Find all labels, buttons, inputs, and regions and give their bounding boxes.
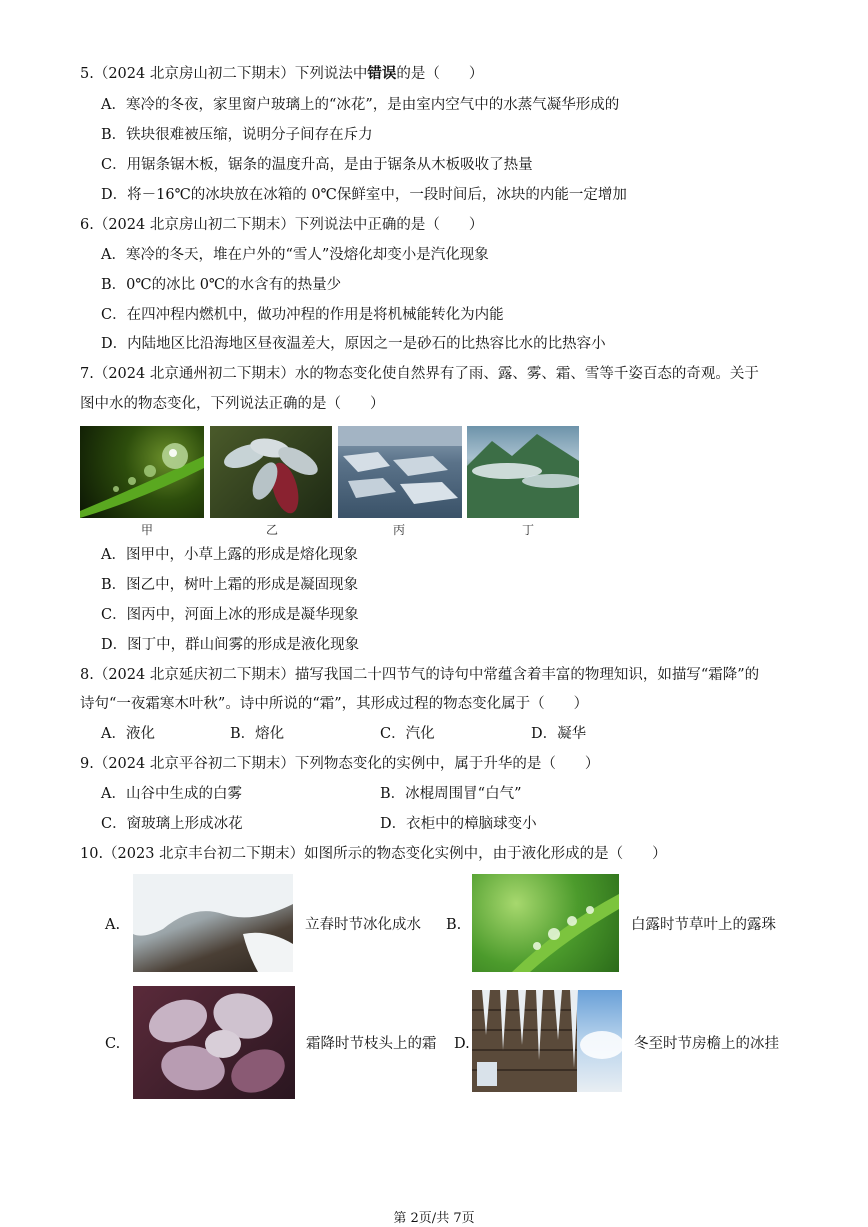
q10-label-d: D. — [454, 1036, 470, 1052]
q9-option-c: C．窗玻璃上形成冰花 — [101, 816, 243, 832]
q8-option-d: D．凝华 — [531, 726, 587, 742]
q7-image-yi-frost-leaves — [210, 426, 332, 518]
q10-label-a: A. — [105, 917, 121, 933]
q5-option-a: A．寒冷的冬夜，家里窗户玻璃上的“冰花”，是由室内空气中的水蒸气凝华形成的 — [101, 97, 620, 113]
q7-option-b: B．图乙中，树叶上霜的形成是凝固现象 — [101, 577, 359, 593]
q7-option-c: C．图丙中，河面上冰的形成是凝华现象 — [101, 607, 359, 623]
q8-option-a: A．液化 — [101, 726, 155, 742]
q8-stem-line2: 诗句“一夜霜寒木叶秋”。诗中所说的“霜”，其形成过程的物态变化属于（ ） — [80, 696, 589, 712]
q10-text-b: 白露时节草叶上的露珠 — [631, 917, 776, 933]
page-number-footer: 第 2页/共 7页 — [393, 1211, 475, 1226]
q5-option-b: B．铁块很难被压缩，说明分子间存在斥力 — [101, 127, 373, 143]
q7-stem-line1: 7.（2024 北京通州初二下期末）水的物态变化使自然界有了雨、露、雾、霜、雪等千姿百态的奇观。关于 — [80, 366, 759, 382]
q5-stem-text: 5.（2024 北京房山初二下期末）下列说法中 — [80, 66, 368, 82]
q10-label-c: C. — [105, 1036, 121, 1052]
q6-option-a: A．寒冷的冬天，堆在户外的“雪人”没熔化却变小是汽化现象 — [101, 247, 489, 263]
q5-option-d: D．将－16℃的冰块放在冰箱的 0℃保鲜室中，一段时间后，冰块的内能一定增加 — [101, 187, 627, 203]
q6-stem: 6.（2024 北京房山初二下期末）下列说法中正确的是（ ） — [80, 217, 484, 233]
q8-option-c: C．汽化 — [380, 726, 435, 742]
q6-option-c: C．在四冲程内燃机中，做功冲程的作用是将机械能转化为内能 — [101, 307, 504, 323]
q10-label-b: B. — [446, 917, 462, 933]
q6-option-d: D．内陆地区比沿海地区昼夜温差大，原因之一是砂石的比热容比水的比热容小 — [101, 336, 606, 352]
q9-option-d: D．衣柜中的樟脑球变小 — [380, 816, 537, 832]
q8-option-b: B．熔化 — [230, 726, 285, 742]
q5-stem-end: 的是（ ） — [396, 66, 484, 82]
q7-option-d: D．图丁中，群山间雾的形成是液化现象 — [101, 637, 360, 653]
q10-text-d: 冬至时节房檐上的冰挂 — [634, 1036, 779, 1052]
q7-stem-line2: 图中水的物态变化，下列说法正确的是（ ） — [80, 396, 385, 412]
q7-caption-bing: 丙 — [393, 523, 406, 537]
q7-caption-jia: 甲 — [141, 523, 154, 537]
q9-option-a: A．山谷中生成的白雾 — [101, 786, 242, 802]
q10-image-b-dew-on-grass — [472, 874, 619, 972]
q7-image-bing-river-ice — [338, 426, 462, 518]
q10-image-a-melting-ice — [133, 874, 293, 972]
q5-stem-bold: 错误 — [367, 66, 397, 82]
q7-caption-yi: 乙 — [266, 523, 279, 537]
q9-stem: 9.（2024 北京平谷初二下期末）下列物态变化的实例中，属于升华的是（ ） — [80, 756, 600, 772]
q10-image-d-icicles — [472, 990, 622, 1092]
q5-option-c: C．用锯条锯木板，锯条的温度升高，是由于锯条从木板吸收了热量 — [101, 157, 533, 173]
q7-caption-ding: 丁 — [522, 523, 535, 537]
q7-image-ding-mountain-fog — [467, 426, 579, 518]
q5-stem — [80, 64, 483, 84]
q10-text-a: 立春时节冰化成水 — [305, 917, 421, 933]
q7-image-jia-dewdrops — [80, 426, 204, 518]
q6-option-b: B．0℃的冰比 0℃的水含有的热量少 — [101, 277, 342, 293]
q10-image-c-frost-leaves — [133, 986, 295, 1099]
q9-option-b: B．冰棍周围冒“白气” — [380, 786, 522, 802]
q10-text-c: 霜降时节枝头上的霜 — [306, 1036, 437, 1052]
q7-option-a: A．图甲中，小草上露的形成是熔化现象 — [101, 547, 358, 563]
q8-stem-line1: 8.（2024 北京延庆初二下期末）描写我国二十四节气的诗句中常蕴含着丰富的物理知识，如描写“霜降”的 — [80, 667, 760, 683]
q10-stem: 10.（2023 北京丰台初二下期末）如图所示的物态变化实例中，由于液化形成的是（ ） — [80, 846, 667, 862]
